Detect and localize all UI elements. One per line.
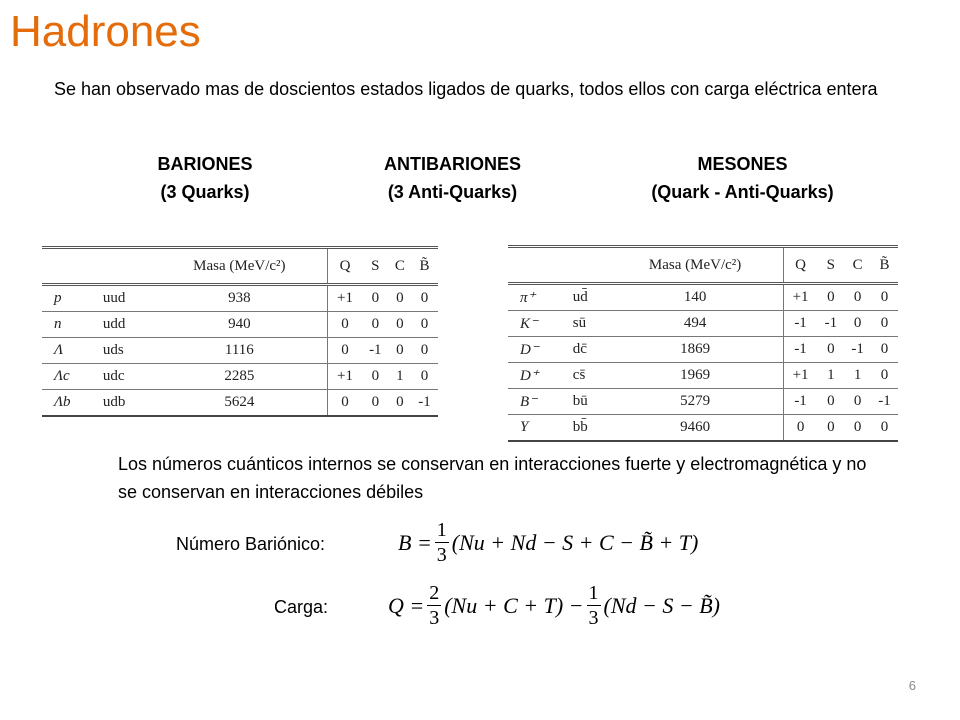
table-cell: bū	[567, 389, 608, 415]
fraction-numerator: 1	[588, 582, 599, 604]
table-row	[42, 312, 438, 338]
table-cell: 0	[328, 338, 362, 364]
table-cell: -1	[411, 390, 438, 417]
table-cell: 0	[389, 338, 411, 364]
column-header: S	[817, 247, 844, 284]
table-cell: -1	[871, 389, 898, 415]
column-header	[42, 248, 97, 285]
fraction-denominator: 3	[436, 544, 447, 566]
table-cell: 0	[844, 284, 871, 311]
fraction	[427, 583, 441, 628]
table-cell: 940	[152, 312, 328, 338]
table-cell: 5279	[608, 389, 784, 415]
category-antibariones	[350, 150, 555, 206]
table-cell: K⁻	[508, 311, 567, 337]
fraction	[435, 520, 449, 565]
charge-label: Carga:	[274, 597, 329, 617]
category-bariones	[120, 150, 290, 206]
table-cell: D⁻	[508, 337, 567, 363]
table-cell: -1	[844, 337, 871, 363]
table-cell: 938	[152, 285, 328, 312]
table-row	[42, 390, 438, 417]
table-cell: 0	[871, 415, 898, 442]
table-cell: n	[42, 312, 97, 338]
table-cell: 9460	[608, 415, 784, 442]
table-cell: 0	[389, 285, 411, 312]
page-number: 6	[908, 678, 916, 693]
formula-expression: (Nu + C + T) −	[444, 592, 584, 618]
table-cell: Λc	[42, 364, 97, 390]
meson-table	[508, 245, 898, 442]
table-row	[508, 363, 898, 389]
table-cell: bb̄	[567, 415, 608, 442]
table-cell: 0	[871, 363, 898, 389]
table-cell: 0	[871, 311, 898, 337]
table-row	[42, 338, 438, 364]
column-header: S	[362, 248, 389, 285]
category-bariones-sub: (3 Quarks)	[160, 182, 250, 202]
intro-text: Se han observado mas de doscientos estados ligados de quarks, todos ellos con carga eléctrica entera	[54, 79, 878, 99]
formula-expression: (Nu + Nd − S + C − B̃ + T)	[451, 529, 699, 555]
table-cell: 0	[817, 337, 844, 363]
table-cell: 0	[411, 285, 438, 312]
conservation-text: Los números cuánticos internos se conservan en interacciones fuerte y electromagnética y no se conservan en interacciones débiles	[118, 454, 867, 502]
table-cell: 2285	[152, 364, 328, 390]
table-cell: 0	[871, 284, 898, 311]
column-header: B̃	[871, 247, 898, 284]
table-header-row	[508, 247, 898, 284]
category-bariones-name: BARIONES	[157, 154, 253, 174]
table-cell: cs̄	[567, 363, 608, 389]
table-cell: 0	[362, 390, 389, 417]
column-header: Q	[783, 247, 817, 284]
table-cell: D⁺	[508, 363, 567, 389]
column-header	[508, 247, 567, 284]
table-cell: 1969	[608, 363, 784, 389]
table-cell: 0	[817, 284, 844, 311]
table-cell: -1	[783, 389, 817, 415]
slide-title: Hadrones	[10, 7, 201, 56]
table-cell: p	[42, 285, 97, 312]
column-header	[567, 247, 608, 284]
table-cell: 0	[817, 415, 844, 442]
table-cell: -1	[783, 311, 817, 337]
table-cell: 1869	[608, 337, 784, 363]
category-mesones-name: MESONES	[697, 154, 788, 174]
fraction-denominator: 3	[588, 607, 599, 629]
table-cell: +1	[328, 285, 362, 312]
category-antibariones-sub: (3 Anti-Quarks)	[387, 182, 518, 202]
table-cell: π⁺	[508, 284, 567, 311]
fraction-denominator: 3	[429, 607, 440, 629]
table-cell: 0	[783, 415, 817, 442]
table-cell: 0	[328, 390, 362, 417]
table-cell: uud	[97, 285, 152, 312]
table-cell: 5624	[152, 390, 328, 417]
table-cell: udd	[97, 312, 152, 338]
table-cell: -1	[783, 337, 817, 363]
table-cell: 1116	[152, 338, 328, 364]
table-cell: 0	[817, 389, 844, 415]
table-cell: udb	[97, 390, 152, 417]
table-cell: 0	[411, 364, 438, 390]
table-cell: 0	[411, 312, 438, 338]
table-cell: +1	[783, 363, 817, 389]
table-row	[508, 415, 898, 442]
category-mesones	[610, 150, 875, 206]
table-cell: 0	[411, 338, 438, 364]
table-cell: 0	[844, 389, 871, 415]
table-cell: 1	[817, 363, 844, 389]
table-cell: sū	[567, 311, 608, 337]
column-header: Masa (MeV/c²)	[152, 248, 328, 285]
baryon-number-formula	[398, 520, 698, 565]
table-cell: udc	[97, 364, 152, 390]
table-row	[508, 389, 898, 415]
table-cell: -1	[362, 338, 389, 364]
baryon-number-label: Número Bariónico:	[176, 534, 326, 554]
table-cell: 1	[389, 364, 411, 390]
table-cell: 0	[362, 285, 389, 312]
column-header: B̃	[411, 248, 438, 285]
table-cell: Λb	[42, 390, 97, 417]
column-header: Q	[328, 248, 362, 285]
column-header: C	[389, 248, 411, 285]
table-cell: 1	[844, 363, 871, 389]
table-cell: 0	[844, 415, 871, 442]
table-cell: Υ	[508, 415, 567, 442]
column-header: C	[844, 247, 871, 284]
table-row	[508, 311, 898, 337]
category-antibariones-name: ANTIBARIONES	[383, 154, 521, 174]
charge-formula	[388, 583, 720, 628]
table-row	[508, 337, 898, 363]
table-cell: 0	[389, 390, 411, 417]
table-cell: B⁻	[508, 389, 567, 415]
formula-lhs: B =	[398, 529, 432, 555]
table-cell: +1	[783, 284, 817, 311]
table-row	[42, 285, 438, 312]
table-cell: 0	[871, 337, 898, 363]
table-row	[42, 364, 438, 390]
column-header: Masa (MeV/c²)	[608, 247, 784, 284]
fraction	[587, 583, 601, 628]
table-cell: Λ	[42, 338, 97, 364]
table-cell: 0	[844, 311, 871, 337]
fraction-numerator: 1	[436, 519, 447, 541]
table-row	[508, 284, 898, 311]
table-cell: 0	[362, 312, 389, 338]
table-cell: 0	[328, 312, 362, 338]
table-header-row	[42, 248, 438, 285]
baryon-table	[42, 246, 438, 417]
table-cell: uds	[97, 338, 152, 364]
table-cell: +1	[328, 364, 362, 390]
table-cell: 0	[362, 364, 389, 390]
formula-expression: (Nd − S − B̃)	[603, 592, 720, 618]
column-header	[97, 248, 152, 285]
table-cell: 494	[608, 311, 784, 337]
category-mesones-sub: (Quark - Anti-Quarks)	[651, 182, 834, 202]
table-cell: ud̄	[567, 284, 608, 311]
table-cell: -1	[817, 311, 844, 337]
fraction-numerator: 2	[429, 582, 440, 604]
table-cell: 0	[389, 312, 411, 338]
table-cell: dc̄	[567, 337, 608, 363]
formula-lhs: Q =	[388, 592, 425, 618]
table-cell: 140	[608, 284, 784, 311]
